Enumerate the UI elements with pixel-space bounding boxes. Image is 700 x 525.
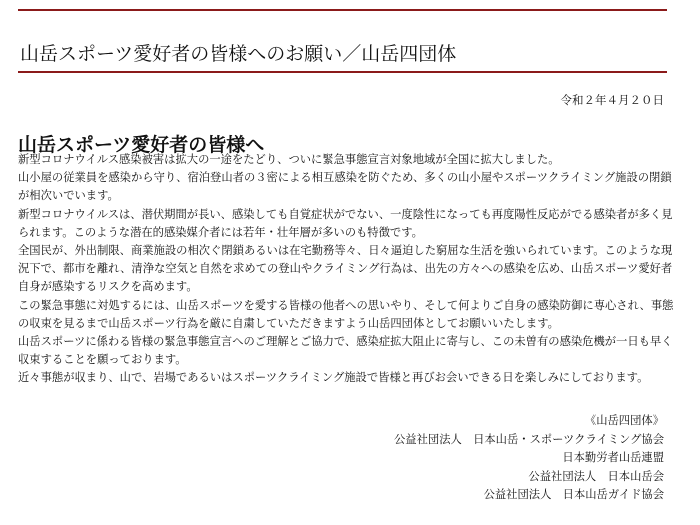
body-line: 況下で、都市を離れ、清浄な空気と自然を求めての登山やクライミング行為は、出先の方々への感染を広め、山岳スポーツ愛好者 xyxy=(18,262,673,276)
body-line: 収束することを願っております。 xyxy=(18,353,187,367)
body-line: 近々事態が収まり、山で、岩場であるいはスポーツクライミング施設で皆様と再びお会いできる日を楽しみにしております。 xyxy=(18,371,649,385)
body-line: この緊急事態に対処するには、山岳スポーツを愛する皆様の他者への思いやり、そして何よりご自身の感染防御に専心され、事態 xyxy=(18,298,674,312)
signature-organization: 公益社団法人 日本山岳会 xyxy=(528,469,664,483)
main-heading: 山岳スポーツ愛好者の皆様へ xyxy=(18,133,265,156)
body-line: 新型コロナウイルスは、潜伏期間が長い、感染しても自覚症状がでない、一度陰性になっても再度陽性反応がでる感染者が多く見 xyxy=(18,207,673,221)
body-line: 自身が感染するリスクを高めます。 xyxy=(18,280,198,294)
page-header xyxy=(18,9,667,73)
body-line: 全国民が、外出制限、商業施設の相次ぐ閉鎖あるいは在宅勤務等々、日々逼迫した窮屈な生活を強いられています。このような現 xyxy=(18,244,673,258)
body-line: の収束を見るまで山岳スポーツ行為を厳に自粛していただきますよう山岳四団体としてお願いいたします。 xyxy=(18,316,559,330)
signature-organization: 日本勤労者山岳連盟 xyxy=(562,451,664,464)
body-line: られます。このような潜在的感染媒介者には若年・壮年層が多いのも特徴です。 xyxy=(18,225,423,239)
body-text xyxy=(18,151,678,388)
body-line: 山小屋の従業員を感染から守り、宿泊登山者の３密による相互感染を防ぐため、多くの山小屋やスポーツクライミング施設の閉鎖 xyxy=(18,171,672,185)
body-line: 山岳スポーツに係わる皆様の緊急事態宣言へのご理解とご協力で、感染症拡大阻止に寄与し、この未曽有の感染危機が一日も早く xyxy=(18,335,673,349)
signature-organization: 公益社団法人 日本山岳・スポーツクライミング協会 xyxy=(394,432,664,446)
signature-organization: 公益社団法人 日本山岳ガイド協会 xyxy=(483,488,664,501)
page-title: 山岳スポーツ愛好者の皆様へのお願い／山岳四団体 xyxy=(20,42,457,65)
signature-group-name: 《山岳四団体》 xyxy=(584,414,664,427)
body-line: 新型コロナウイルス感染被害は拡大の一途をたどり、ついに緊急事態宣言対象地域が全国に拡大しました。 xyxy=(18,153,560,166)
body-line: が相次いでいます。 xyxy=(18,189,119,203)
document-date: 令和２年４月２０日 xyxy=(560,93,664,107)
signature-block xyxy=(394,412,664,505)
